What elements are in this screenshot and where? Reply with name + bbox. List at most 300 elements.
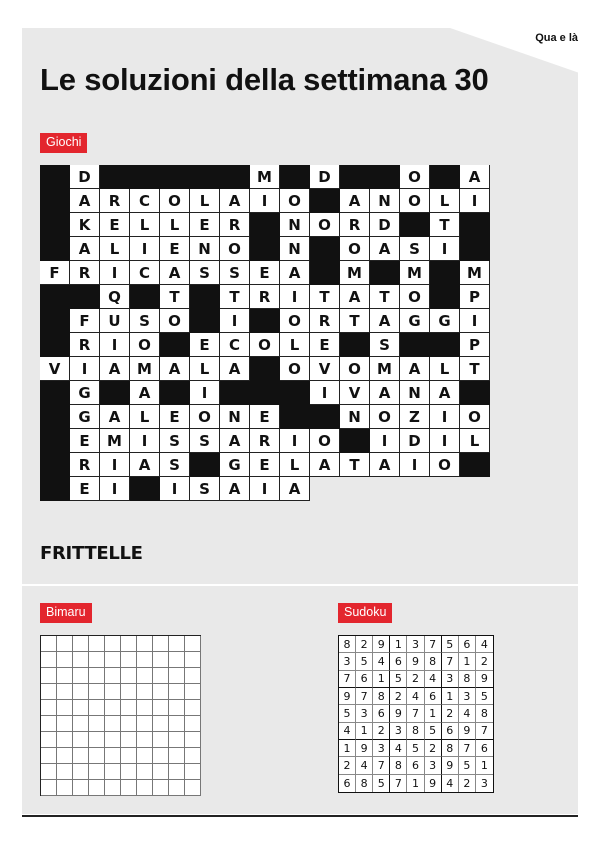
crossword-black-cell [430, 285, 460, 309]
sudoku-cell: 7 [373, 757, 390, 774]
bimaru-cell [121, 636, 137, 652]
bimaru-cell [137, 636, 153, 652]
crossword-cell: V [340, 381, 370, 405]
crossword-cell: L [190, 357, 220, 381]
bimaru-cell [153, 748, 169, 764]
sudoku-cell: 1 [459, 653, 476, 670]
sudoku-cell: 1 [407, 775, 424, 792]
crossword-cell: O [340, 357, 370, 381]
bimaru-cell [73, 636, 89, 652]
section-tag: Qua e là [535, 32, 578, 44]
sudoku-cell: 9 [476, 671, 493, 688]
crossword-cell: I [70, 357, 100, 381]
crossword-cell: M [460, 261, 490, 285]
sudoku-cell: 1 [339, 740, 356, 757]
crossword-cell: I [160, 477, 190, 501]
crossword-cell: S [400, 237, 430, 261]
crossword-black-cell [40, 405, 70, 429]
bimaru-cell [137, 700, 153, 716]
bimaru-cell [169, 748, 185, 764]
bimaru-cell [105, 764, 121, 780]
crossword-cell: A [160, 261, 190, 285]
bimaru-cell [105, 748, 121, 764]
crossword-cell [370, 501, 400, 525]
crossword-cell: M [100, 429, 130, 453]
sudoku-cell: 8 [407, 723, 424, 740]
crossword-cell [280, 501, 310, 525]
sudoku-cell: 7 [442, 653, 459, 670]
crossword-cell: I [190, 381, 220, 405]
crossword-cell: S [190, 477, 220, 501]
crossword-cell [130, 501, 160, 525]
bimaru-cell [153, 780, 169, 796]
sudoku-cell: 1 [442, 688, 459, 705]
crossword-black-cell [340, 333, 370, 357]
crossword-black-cell [400, 333, 430, 357]
sudoku-cell: 7 [459, 740, 476, 757]
crossword-black-cell [160, 333, 190, 357]
crossword-black-cell [400, 213, 430, 237]
crossword-cell: S [130, 309, 160, 333]
bimaru-cell [169, 684, 185, 700]
crossword-cell: O [220, 237, 250, 261]
crossword-cell: E [250, 261, 280, 285]
sudoku-cell: 8 [339, 636, 356, 653]
crossword-black-cell [310, 405, 340, 429]
crossword-cell: L [460, 429, 490, 453]
crossword-black-cell [250, 213, 280, 237]
sudoku-cell: 7 [390, 775, 407, 792]
crossword-black-cell [190, 285, 220, 309]
bimaru-cell [89, 780, 105, 796]
sudoku-cell: 9 [339, 688, 356, 705]
sudoku-cell: 8 [459, 671, 476, 688]
crossword-cell: L [430, 189, 460, 213]
bimaru-cell [153, 700, 169, 716]
sudoku-cell: 6 [476, 740, 493, 757]
sudoku-cell: 5 [339, 705, 356, 722]
sudoku-cell: 8 [390, 757, 407, 774]
sudoku-cell: 4 [442, 775, 459, 792]
sudoku-cell: 9 [425, 775, 442, 792]
bimaru-cell [73, 684, 89, 700]
bimaru-cell [121, 764, 137, 780]
crossword-cell: O [400, 165, 430, 189]
crossword-cell: U [100, 309, 130, 333]
bimaru-cell [57, 732, 73, 748]
crossword-cell: L [430, 357, 460, 381]
crossword-cell: A [310, 453, 340, 477]
crossword-cell [460, 501, 490, 525]
crossword-cell: E [160, 405, 190, 429]
crossword-cell: L [190, 189, 220, 213]
sudoku-cell: 7 [407, 705, 424, 722]
crossword-cell: G [70, 405, 100, 429]
crossword-black-cell [40, 333, 70, 357]
crossword-cell: I [430, 405, 460, 429]
bimaru-cell [73, 668, 89, 684]
crossword-cell: V [40, 357, 70, 381]
sudoku-cell: 4 [373, 653, 390, 670]
crossword-cell: S [190, 429, 220, 453]
bimaru-cell [121, 684, 137, 700]
sudoku-cell: 9 [442, 757, 459, 774]
bimaru-cell [121, 668, 137, 684]
crossword-cell: I [100, 477, 130, 501]
crossword-cell: L [280, 453, 310, 477]
bimaru-cell [105, 636, 121, 652]
crossword-grid [40, 165, 490, 525]
sudoku-cell: 9 [373, 636, 390, 653]
bimaru-cell [137, 764, 153, 780]
bimaru-cell [105, 732, 121, 748]
bimaru-cell [185, 780, 201, 796]
crossword-cell: G [430, 309, 460, 333]
crossword-cell: R [220, 213, 250, 237]
bimaru-cell [41, 748, 57, 764]
bimaru-cell [57, 684, 73, 700]
sudoku-cell: 1 [390, 636, 407, 653]
sudoku-cell: 4 [476, 636, 493, 653]
crossword-cell: O [280, 309, 310, 333]
sudoku-cell: 3 [339, 653, 356, 670]
crossword-cell: I [130, 429, 160, 453]
bimaru-cell [169, 668, 185, 684]
sudoku-cell: 8 [442, 740, 459, 757]
bimaru-cell [185, 748, 201, 764]
bimaru-cell [57, 764, 73, 780]
sudoku-cell: 5 [442, 636, 459, 653]
sudoku-cell: 4 [356, 757, 373, 774]
sudoku-cell: 9 [407, 653, 424, 670]
crossword-cell: O [430, 453, 460, 477]
crossword-cell: M [250, 165, 280, 189]
crossword-cell: O [400, 285, 430, 309]
crossword-cell: I [280, 285, 310, 309]
bimaru-cell [89, 684, 105, 700]
crossword-cell: I [250, 189, 280, 213]
sudoku-cell: 5 [476, 688, 493, 705]
bimaru-cell [105, 780, 121, 796]
bimaru-cell [105, 652, 121, 668]
sudoku-cell: 2 [339, 757, 356, 774]
crossword-black-cell [460, 213, 490, 237]
crossword-cell: T [220, 285, 250, 309]
bimaru-cell [41, 636, 57, 652]
bimaru-cell [153, 652, 169, 668]
crossword-cell: S [370, 333, 400, 357]
crossword-black-cell [160, 381, 190, 405]
crossword-black-cell [130, 285, 160, 309]
crossword-cell: I [280, 429, 310, 453]
crossword-cell: E [70, 429, 100, 453]
crossword-cell: D [70, 165, 100, 189]
bimaru-label: Bimaru [40, 603, 92, 623]
bimaru-cell [105, 668, 121, 684]
crossword-black-cell [40, 453, 70, 477]
crossword-black-cell [430, 261, 460, 285]
crossword-cell: R [250, 429, 280, 453]
bimaru-cell [153, 668, 169, 684]
bimaru-cell [137, 668, 153, 684]
sudoku-cell: 2 [407, 671, 424, 688]
crossword-black-cell [430, 165, 460, 189]
sudoku-cell: 5 [390, 671, 407, 688]
bimaru-cell [185, 764, 201, 780]
crossword-cell: A [370, 309, 400, 333]
bimaru-cell [105, 684, 121, 700]
crossword-black-cell [250, 309, 280, 333]
crossword-cell: C [220, 333, 250, 357]
crossword-cell: R [70, 453, 100, 477]
crossword-cell [40, 501, 70, 525]
crossword-black-cell [40, 429, 70, 453]
bimaru-cell [89, 636, 105, 652]
crossword-cell: A [280, 477, 310, 501]
crossword-cell: O [250, 333, 280, 357]
bimaru-cell [169, 764, 185, 780]
crossword-cell: N [370, 189, 400, 213]
bimaru-cell [57, 636, 73, 652]
crossword-cell: E [70, 477, 100, 501]
crossword-cell: I [250, 477, 280, 501]
crossword-cell: G [220, 453, 250, 477]
bimaru-cell [169, 780, 185, 796]
crossword-cell: D [310, 165, 340, 189]
crossword-cell: I [130, 237, 160, 261]
bimaru-cell [137, 748, 153, 764]
crossword-cell: E [160, 237, 190, 261]
sudoku-cell: 1 [476, 757, 493, 774]
crossword-cell: A [280, 261, 310, 285]
bimaru-cell [137, 652, 153, 668]
sudoku-cell: 8 [373, 688, 390, 705]
sudoku-cell: 5 [407, 740, 424, 757]
crossword-cell: O [310, 213, 340, 237]
crossword-cell: O [370, 405, 400, 429]
bimaru-cell [73, 700, 89, 716]
crossword-cell: G [400, 309, 430, 333]
bimaru-cell [185, 732, 201, 748]
bimaru-cell [41, 716, 57, 732]
crossword-cell: A [220, 477, 250, 501]
crossword-cell: L [100, 237, 130, 261]
crossword-black-cell [40, 309, 70, 333]
crossword-cell: T [310, 285, 340, 309]
sudoku-cell: 8 [356, 775, 373, 792]
sudoku-grid [338, 635, 494, 793]
sudoku-cell: 6 [390, 653, 407, 670]
sudoku-cell: 7 [356, 688, 373, 705]
crossword-cell: F [40, 261, 70, 285]
bimaru-cell [169, 636, 185, 652]
crossword-cell: A [340, 189, 370, 213]
crossword-cell [220, 501, 250, 525]
crossword-cell [70, 501, 100, 525]
bimaru-cell [73, 652, 89, 668]
bimaru-cell [41, 700, 57, 716]
crossword-cell [400, 501, 430, 525]
crossword-black-cell [130, 165, 160, 189]
crossword-black-cell [250, 381, 280, 405]
sudoku-cell: 2 [459, 775, 476, 792]
crossword-cell: I [430, 429, 460, 453]
sudoku-cell: 2 [442, 705, 459, 722]
crossword-black-cell [40, 237, 70, 261]
crossword-cell: N [190, 237, 220, 261]
sudoku-cell: 2 [356, 636, 373, 653]
crossword-black-cell [190, 309, 220, 333]
bimaru-cell [153, 684, 169, 700]
bimaru-cell [169, 716, 185, 732]
crossword-cell: D [400, 429, 430, 453]
sudoku-cell: 2 [373, 723, 390, 740]
bimaru-cell [41, 732, 57, 748]
crossword-black-cell [40, 285, 70, 309]
sudoku-cell: 7 [339, 671, 356, 688]
crossword-cell: A [370, 381, 400, 405]
bimaru-cell [121, 716, 137, 732]
crossword-cell: N [280, 213, 310, 237]
crossword-cell [340, 477, 370, 501]
bimaru-cell [89, 716, 105, 732]
crossword-cell: I [370, 429, 400, 453]
bimaru-cell [169, 732, 185, 748]
crossword-cell: A [370, 453, 400, 477]
sudoku-cell: 3 [425, 757, 442, 774]
crossword-black-cell [310, 189, 340, 213]
bimaru-cell [137, 684, 153, 700]
sudoku-cell: 4 [390, 740, 407, 757]
crossword-black-cell [130, 477, 160, 501]
bimaru-cell [57, 716, 73, 732]
bimaru-cell [105, 716, 121, 732]
bimaru-cell [89, 700, 105, 716]
crossword-cell: A [130, 381, 160, 405]
crossword-cell: I [310, 381, 340, 405]
crossword-cell: N [220, 405, 250, 429]
crossword-black-cell [250, 357, 280, 381]
sudoku-cell: 3 [480, 776, 488, 790]
sudoku-cell: 7 [425, 636, 442, 653]
crossword-cell: E [100, 213, 130, 237]
crossword-cell: A [220, 357, 250, 381]
crossword-cell: E [190, 333, 220, 357]
sudoku-cell: 6 [459, 636, 476, 653]
crossword-cell: A [220, 429, 250, 453]
crossword-cell: E [310, 333, 340, 357]
crossword-cell: M [370, 357, 400, 381]
crossword-cell: R [250, 285, 280, 309]
crossword-cell: T [460, 357, 490, 381]
crossword-black-cell [430, 333, 460, 357]
sudoku-cell: 8 [476, 705, 493, 722]
sudoku-cell: 6 [407, 757, 424, 774]
crossword-cell: O [460, 405, 490, 429]
crossword-cell: R [310, 309, 340, 333]
bimaru-cell [41, 684, 57, 700]
crossword-cell: A [340, 285, 370, 309]
bimaru-cell [121, 748, 137, 764]
bimaru-cell [73, 780, 89, 796]
crossword-cell: T [340, 309, 370, 333]
crossword-cell: L [130, 405, 160, 429]
sudoku-cell: 5 [425, 723, 442, 740]
crossword-black-cell [70, 285, 100, 309]
crossword-cell: K [70, 213, 100, 237]
crossword-cell: A [460, 165, 490, 189]
crossword-black-cell [460, 453, 490, 477]
crossword-cell: R [70, 333, 100, 357]
crossword-cell [250, 501, 280, 525]
sudoku-cell: 1 [425, 705, 442, 722]
crossword-cell: P [460, 333, 490, 357]
bimaru-cell [73, 764, 89, 780]
crossword-cell: S [160, 453, 190, 477]
sudoku-cell: 4 [339, 723, 356, 740]
bimaru-cell [153, 764, 169, 780]
sudoku-cell: 8 [425, 653, 442, 670]
crossword-black-cell [460, 237, 490, 261]
crossword-black-cell [190, 453, 220, 477]
crossword-cell: I [100, 453, 130, 477]
crossword-cell: M [400, 261, 430, 285]
crossword-cell: E [190, 213, 220, 237]
crossword-black-cell [40, 213, 70, 237]
bimaru-cell [89, 668, 105, 684]
sudoku-cell: 5 [356, 653, 373, 670]
crossword-cell: D [370, 213, 400, 237]
sudoku-cell: 6 [425, 688, 442, 705]
crossword-cell: T [340, 453, 370, 477]
crossword-cell: I [460, 189, 490, 213]
crossword-black-cell [100, 381, 130, 405]
crossword-cell: L [160, 213, 190, 237]
bimaru-cell [89, 732, 105, 748]
crossword-cell: A [100, 357, 130, 381]
bimaru-cell [121, 700, 137, 716]
bimaru-cell [185, 684, 201, 700]
sudoku-cell: 7 [476, 723, 493, 740]
crossword-cell: A [370, 237, 400, 261]
crossword-cell: S [190, 261, 220, 285]
sudoku-cell: 2 [425, 740, 442, 757]
bimaru-cell [73, 732, 89, 748]
bimaru-cell [121, 732, 137, 748]
crossword-cell: C [130, 261, 160, 285]
bimaru-cell [41, 652, 57, 668]
bimaru-cell [41, 668, 57, 684]
bimaru-cell [185, 700, 201, 716]
bimaru-cell [57, 668, 73, 684]
crossword-black-cell [310, 237, 340, 261]
crossword-black-cell [190, 165, 220, 189]
crossword-cell: I [220, 309, 250, 333]
crossword-cell: A [100, 405, 130, 429]
crossword-cell: A [70, 189, 100, 213]
crossword-cell [310, 477, 340, 501]
sudoku-cell: 3 [390, 723, 407, 740]
bimaru-cell [153, 732, 169, 748]
crossword-cell [100, 501, 130, 525]
crossword-cell: M [130, 357, 160, 381]
crossword-cell: O [400, 189, 430, 213]
crossword-cell: O [160, 309, 190, 333]
crossword-cell: S [160, 429, 190, 453]
crossword-answer: FRITTELLE [40, 543, 143, 564]
sudoku-cell: 6 [373, 705, 390, 722]
sudoku-cell: 4 [407, 688, 424, 705]
